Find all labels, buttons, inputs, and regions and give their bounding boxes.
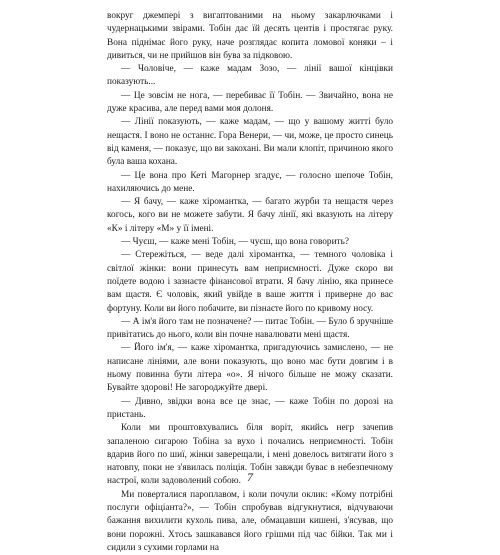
paragraph-5: — Це вона про Кеті Магорнер згадує, — голосно шепоче Тобін, нахиляючись до мене. xyxy=(107,170,393,194)
paragraph-1: вокруг джемпері з вигаптованими на ньому закарлючками і чудернацькими звірами. Тобін дає їй десять центів і простягає руку. Вона піднімає його руку, наче розглядає копита ломової коняки – і дивиться, чи не прийшов він бува за підковою. xyxy=(107,11,393,61)
paragraph-11: — Дивно, звідки вона все це знає, — каже Тобін по дорозі на пристань. xyxy=(107,396,393,420)
paragraph-13: Ми поверталися пароплавом, і коли почули оклик: «Кому потрібні послуги офіціанта?», — Тобін спробував відгукнутися, відчуваючи бажання вихилити кухоль пива, але, обмацавши кишені, з'ясував, що вони порожні. Хтось зашкавався його грішми під час бійки. Так ми і сидили з сухими горлами на xyxy=(107,489,393,553)
paragraph-6: — Я бачу, — каже хіромантка, — багато журби та нещастя через когось, кого ви не можете забути. Я бачу лінії, які вказують на літеру «К» і літеру «М» у її імені. xyxy=(107,197,393,234)
paragraph-8: — Стережіться, — веде далі хіромантка, — темного чоловіка і світлої жінки: вони принесуть вам неприємності. Дуже скоро ви поїдете водою і зазнаєте фінансової втрати. Я бачу лінію, яка принесе вам щастя. Є чоловік, який увійде в ваше життя і приверне до вас фортуну. Коли ви його побачите, ви пізнаєте його по кривому носу. xyxy=(107,250,393,314)
paragraph-3: — Це зовсім не нога, — перебиває її Тобін. — Звичайно, вона не дуже красива, але перед вами моя долоня. xyxy=(107,90,393,115)
paragraph-2: — Чоловіче, — каже мадам Зозо, — лінії вашої кінцівки показують... xyxy=(107,64,393,88)
paragraph-10: — Його ім'я, — каже хіромантка, пригадуючись замислено, — не написане лініями, але вони показують, що воно має бути довгим і в ньому повинна бути літера «о». Я нічого більше не можу сказати. Бувайте здорові! Не загороджуйте двері. xyxy=(107,343,393,394)
paragraph-4: — Лінії показують, — каже мадам, — що у вашому житті було нещастя. І воно не останнє. Гора Венери, — чи, може, це просто синець від каменя, — показує, що ви закохані. Ви мали клопіт, причиною якого була ваша кохана. xyxy=(107,117,393,168)
page-number: 7 xyxy=(247,470,253,484)
paragraph-9: — А ім'я його там не позначене? — питає Тобін. — Було б зручніше привітатись до нього, коли він почне навалювати мені щастя. xyxy=(107,316,393,341)
paragraph-12: Коли ми проштовхувались біля воріт, якийсь негр зачепив запаленою сигарою Тобіна за вухо і почались неприємності. Тобін вдарив його по шиї, жінки заверещали, і мені довелось витягати його з натовпу, поки не з'явилась поліція. Тобін завжди буває в небезпечному настрої, коли задоволений собою. xyxy=(107,423,393,487)
paragraph-7: — Чуєш, — каже мені Тобін, — чуєш, що вона говорить? xyxy=(121,237,349,248)
